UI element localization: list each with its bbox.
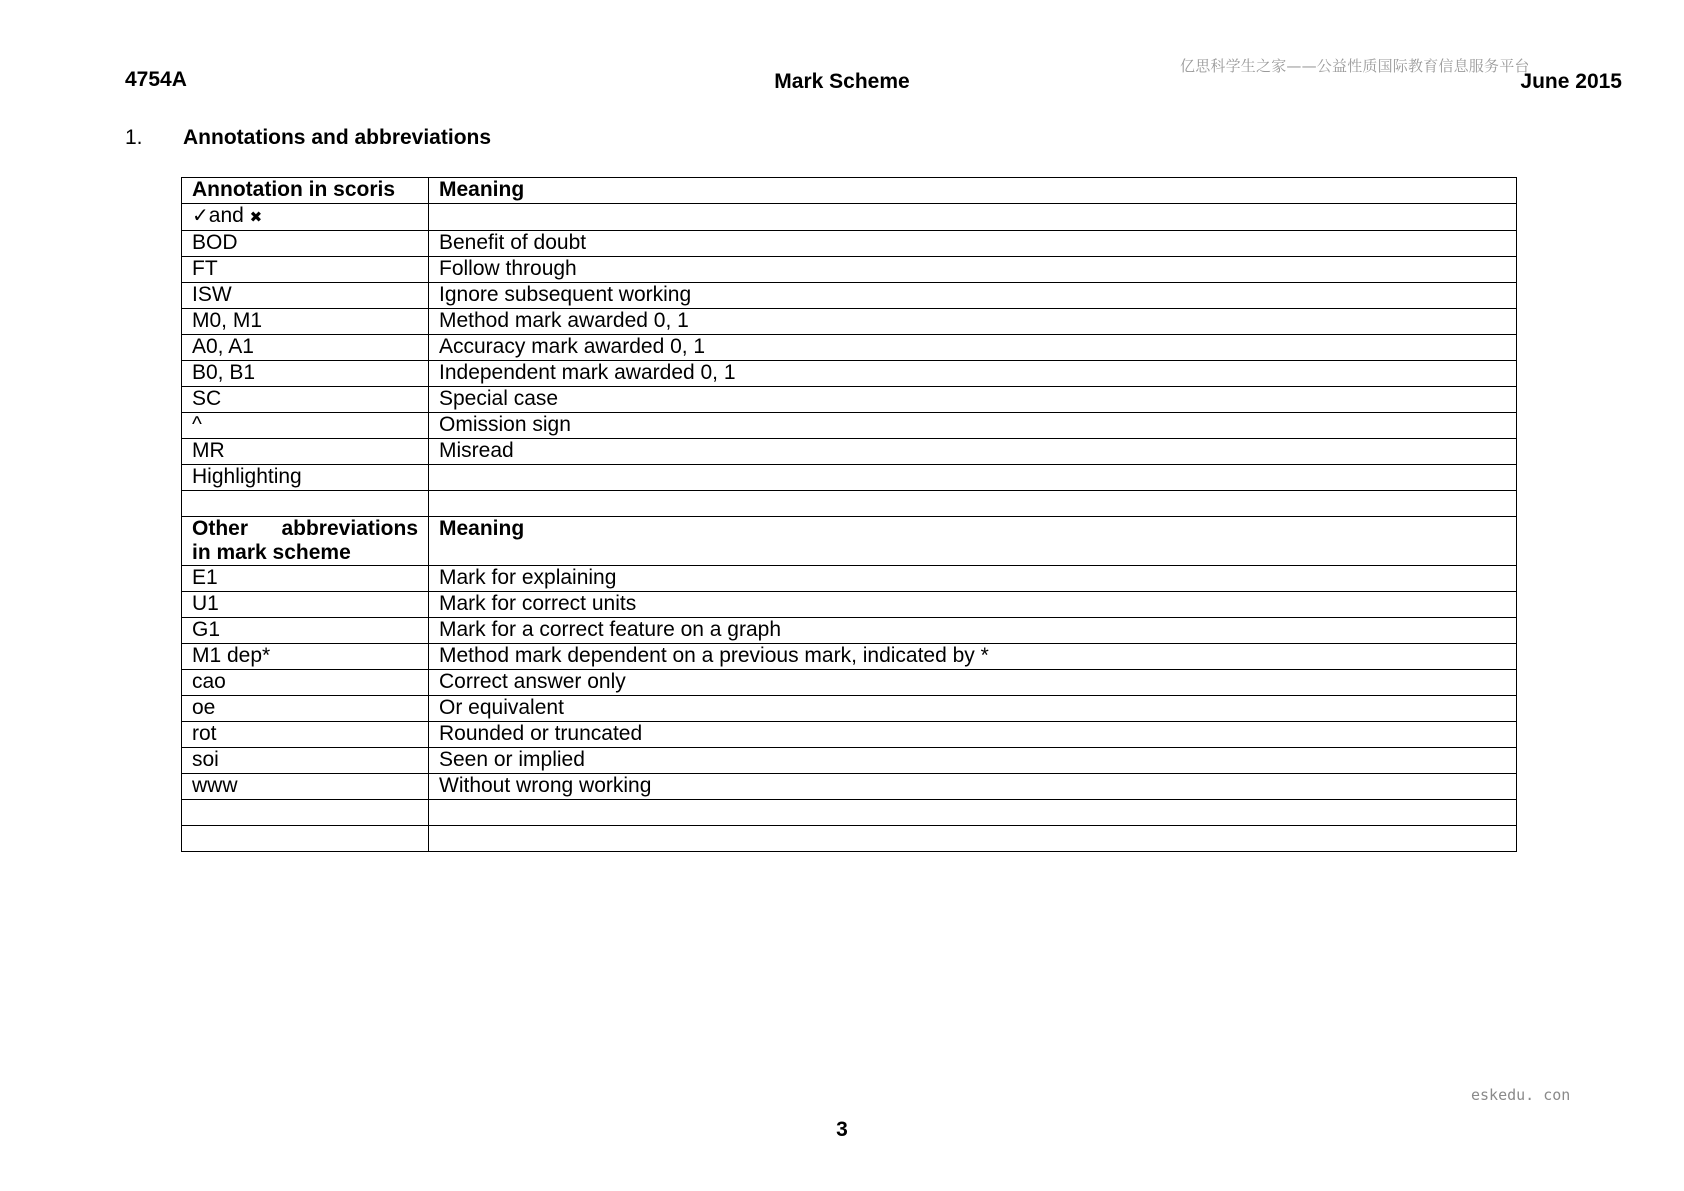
section-heading [125,126,491,150]
meaning-cell: Independent mark awarded 0, 1 [429,361,1517,387]
table-row [182,204,1517,231]
abbreviation-cell [182,800,429,826]
meaning-cell: Mark for explaining [429,566,1517,592]
table-row [182,361,1517,387]
footer-watermark: eskedu. con [1471,1086,1571,1104]
table-row [182,387,1517,413]
meaning-cell: Misread [429,439,1517,465]
annotation-cell: MR [182,439,429,465]
annotation-cell: FT [182,257,429,283]
meaning-cell: Benefit of doubt [429,231,1517,257]
section-title: Annotations and abbreviations [183,126,492,149]
meaning-cell: Follow through [429,257,1517,283]
meaning-cell: Special case [429,387,1517,413]
meaning-column-header: Meaning [429,517,1517,566]
table-row [182,335,1517,361]
table-row [182,800,1517,826]
tick-cross-cell [182,204,429,231]
document-title: Mark Scheme [774,70,910,93]
table-header-row [182,517,1517,566]
meaning-cell: Omission sign [429,413,1517,439]
abbreviation-cell: G1 [182,618,429,644]
table-row [182,465,1517,491]
table-row [182,618,1517,644]
annotation-cell: B0, B1 [182,361,429,387]
annotation-cell: A0, A1 [182,335,429,361]
table-row [182,257,1517,283]
meaning-cell: Accuracy mark awarded 0, 1 [429,335,1517,361]
header-watermark: 亿思科学生之家——公益性质国际教育信息服务平台 [1180,57,1530,75]
annotation-cell: M0, M1 [182,309,429,335]
abbreviation-cell: www [182,774,429,800]
table-row [182,592,1517,618]
table-row [182,491,1517,517]
meaning-cell [429,826,1517,852]
table-row [182,309,1517,335]
annotations-table [181,177,1517,852]
meaning-cell [429,204,1517,231]
annotation-cell: ISW [182,283,429,309]
meaning-cell [429,465,1517,491]
meaning-cell: Seen or implied [429,748,1517,774]
table-row [182,748,1517,774]
annotation-cell: ^ [182,413,429,439]
table-row [182,722,1517,748]
joiner-text: and [208,204,244,227]
table-row [182,566,1517,592]
meaning-cell: Method mark dependent on a previous mark, indicated by * [429,644,1517,670]
meaning-cell: Method mark awarded 0, 1 [429,309,1517,335]
meaning-cell: Or equivalent [429,696,1517,722]
table-row [182,439,1517,465]
abbreviation-cell [182,826,429,852]
table-row [182,826,1517,852]
page-number: 3 [836,1118,848,1141]
meaning-column-header: Meaning [429,178,1517,204]
table-row [182,644,1517,670]
header-line-2: in mark scheme [192,541,351,564]
header-line-1 [192,517,418,541]
abbreviation-column-header [182,517,429,566]
table-row [182,774,1517,800]
meaning-cell [429,800,1517,826]
meaning-cell [429,491,1517,517]
annotation-column-header: Annotation in scoris [182,178,429,204]
paper-code: 4754A [125,68,187,91]
table-header-row [182,178,1517,204]
meaning-cell: Ignore subsequent working [429,283,1517,309]
exam-date: June 2015 [1520,70,1622,93]
table-row [182,283,1517,309]
annotation-cell: BOD [182,231,429,257]
meaning-cell: Without wrong working [429,774,1517,800]
section-number: 1. [125,126,143,149]
table-row [182,413,1517,439]
abbreviation-cell: soi [182,748,429,774]
annotation-cell [182,491,429,517]
meaning-cell: Rounded or truncated [429,722,1517,748]
abbreviation-cell: cao [182,670,429,696]
annotation-cell: Highlighting [182,465,429,491]
abbreviation-cell: oe [182,696,429,722]
meaning-cell: Mark for correct units [429,592,1517,618]
cross-icon: ✖ [249,209,263,226]
meaning-cell: Correct answer only [429,670,1517,696]
table-row [182,670,1517,696]
header-word-abbreviations: abbreviations [281,517,418,540]
table-row [182,696,1517,722]
meaning-cell: Mark for a correct feature on a graph [429,618,1517,644]
annotation-cell: SC [182,387,429,413]
abbreviation-cell: U1 [182,592,429,618]
table-row [182,231,1517,257]
abbreviation-cell: E1 [182,566,429,592]
tick-icon: ✓ [192,205,209,227]
header-word-other: Other [192,517,249,540]
abbreviation-cell: M1 dep* [182,644,429,670]
abbreviation-cell: rot [182,722,429,748]
